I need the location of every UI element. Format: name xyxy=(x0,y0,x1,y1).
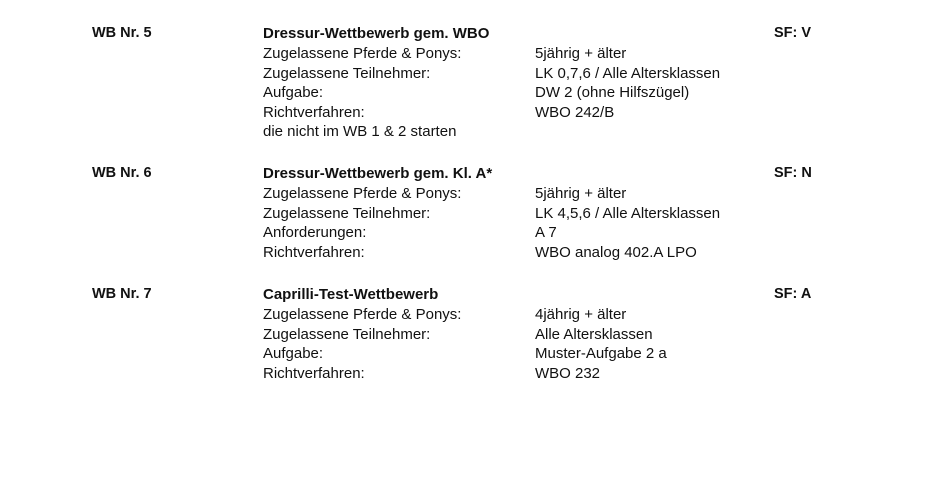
detail-value: WBO analog 402.A LPO xyxy=(535,243,697,261)
sf-code: SF: N xyxy=(774,165,812,181)
detail-label: Richtverfahren: xyxy=(263,103,365,121)
detail-value: A 7 xyxy=(535,224,557,241)
sf-code: SF: A xyxy=(774,286,812,302)
detail-value: 4jährig + älter xyxy=(535,306,627,323)
detail-label: Aufgabe: xyxy=(263,84,324,101)
detail-value: 5jährig + älter xyxy=(535,185,627,202)
entry-title: Dressur-Wettbewerb gem. WBO xyxy=(263,25,490,42)
detail-value: DW 2 (ohne Hilfszügel) xyxy=(535,84,690,101)
entry-number: WB Nr. 5 xyxy=(92,25,152,41)
detail-label: Richtverfahren: xyxy=(263,364,365,382)
entry-number: WB Nr. 7 xyxy=(92,286,152,302)
entry-number: WB Nr. 6 xyxy=(92,165,152,181)
cut-off-text-line xyxy=(262,0,266,8)
detail-label: Zugelassene Teilnehmer: xyxy=(263,325,431,343)
detail-label: Zugelassene Teilnehmer: xyxy=(263,204,431,222)
sf-code: SF: V xyxy=(774,25,812,41)
detail-label: Zugelassene Pferde & Ponys: xyxy=(263,45,462,62)
detail-label: Zugelassene Teilnehmer: xyxy=(263,64,431,82)
detail-label: Zugelassene Pferde & Ponys: xyxy=(263,306,462,323)
detail-value: LK 0,7,6 / Alle Altersklassen xyxy=(535,64,721,82)
detail-label: Aufgabe: xyxy=(263,345,324,362)
detail-value: LK 4,5,6 / Alle Altersklassen xyxy=(535,204,721,222)
entry-title: Caprilli-Test-Wettbewerb xyxy=(263,286,439,303)
detail-label: Anforderungen: xyxy=(263,224,367,241)
detail-value: Alle Altersklassen xyxy=(535,325,653,343)
detail-value: WBO 232 xyxy=(535,364,601,382)
entry-title: Dressur-Wettbewerb gem. Kl. A* xyxy=(263,165,493,182)
detail-value: WBO 242/B xyxy=(535,103,615,121)
detail-note: die nicht im WB 1 & 2 starten xyxy=(263,123,457,140)
detail-value: Muster-Aufgabe 2 a xyxy=(535,345,667,362)
detail-label: Zugelassene Pferde & Ponys: xyxy=(263,185,462,202)
detail-label: Richtverfahren: xyxy=(263,243,365,261)
detail-value: 5jährig + älter xyxy=(535,45,627,62)
